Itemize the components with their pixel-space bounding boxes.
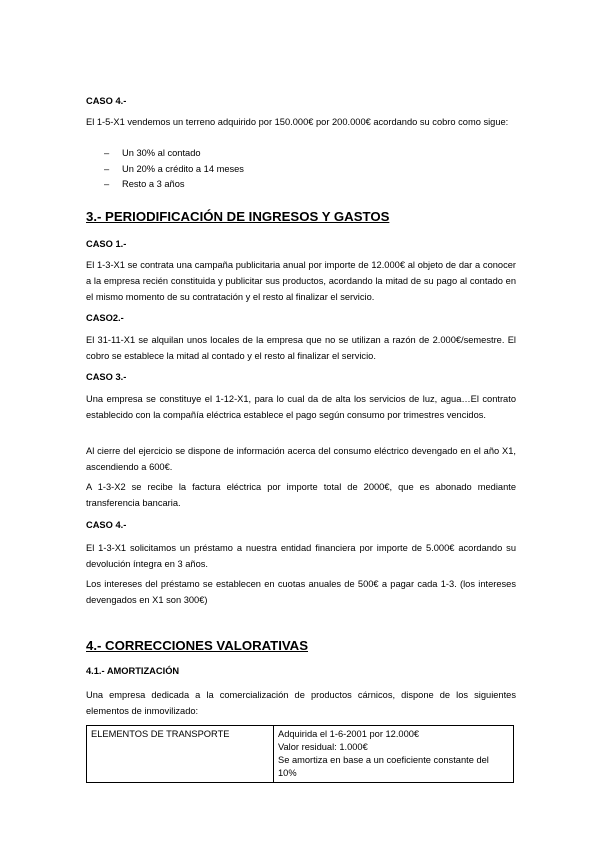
- table-row: [87, 726, 514, 783]
- caso3-paragraph-3: A 1-3-X2 se recibe la factura eléctrica por importe total de 2000€, que es abonado mediante transferencia bancaria.: [86, 482, 516, 508]
- caso4-paragraph-2: Los intereses del préstamo se establecen en cuotas anuales de 500€ a pagar cada 1-3. (los intereses devengados en X1 son 300€): [86, 579, 516, 605]
- caso2-text: El 31-11-X1 se alquilan unos locales de la empresa que no se utilizan a razón de 2.000€/semestre. El cobro se establece la mitad al contado y el resto al finalizar el servicio.: [86, 335, 516, 361]
- caso4-heading: CASO 4.-: [86, 520, 127, 530]
- list-item: – Un 30% al contado: [86, 146, 244, 162]
- section3-title: 3.- PERIODIFICACIÓN DE INGRESOS Y GASTOS: [86, 209, 390, 224]
- caso1-heading: CASO 1.-: [86, 239, 127, 249]
- caso2-heading: CASO2.-: [86, 313, 124, 323]
- section4-text: Una empresa dedicada a la comercialización de productos cárnicos, dispone de los siguientes elementos de inmovilizado:: [86, 690, 516, 716]
- payment-terms-list: [86, 146, 244, 193]
- section4-title: 4.- CORRECCIONES VALORATIVAS: [86, 638, 309, 653]
- asset-details-cell: [274, 726, 514, 783]
- caso4-paragraph-1: El 1-3-X1 solicitamos un préstamo a nuestra entidad financiera por importe de 5.000€ acordando su devolución íntegra en 3 años.: [86, 543, 516, 569]
- section4-subtitle: 4.1.- AMORTIZACIÓN: [86, 666, 180, 676]
- depreciation-line: Se amortiza en base a un coeficiente constante del 10%: [278, 755, 489, 778]
- residual-value-line: Valor residual: 1.000€: [278, 742, 368, 752]
- caso1-text: El 1-3-X1 se contrata una campaña publicitaria anual por importe de 12.000€ al objeto de dar a conocer a la empresa recién constituida y publicitar sus productos, acordando la mitad de su pago al contado en el mismo momento de su contratación y el resto al finalizar el servicio.: [86, 260, 516, 302]
- fixed-assets-table: [86, 725, 514, 783]
- caso4-top-text: El 1-5-X1 vendemos un terreno adquirido por 150.000€ por 200.000€ acordando su cobro como sigue:: [86, 117, 509, 127]
- caso3-paragraph-2: Al cierre del ejercicio se dispone de información acerca del consumo eléctrico devengado en el año X1, ascendiendo a 600€.: [86, 446, 516, 472]
- caso3-heading: CASO 3.-: [86, 372, 127, 382]
- list-item: – Un 20% a crédito a 14 meses: [86, 162, 244, 178]
- list-item: – Resto a 3 años: [86, 177, 244, 193]
- asset-label-cell: ELEMENTOS DE TRANSPORTE: [87, 726, 274, 783]
- caso4-top-heading: CASO 4.-: [86, 96, 127, 106]
- acquisition-line: Adquirida el 1-6-2001 por 12.000€: [278, 729, 420, 739]
- caso3-paragraph-1: Una empresa se constituye el 1-12-X1, para lo cual da de alta los servicios de luz, agua…El contrato establecido con la compañía eléctrica establece el pago según consumo por trimestres vencidos.: [86, 394, 516, 420]
